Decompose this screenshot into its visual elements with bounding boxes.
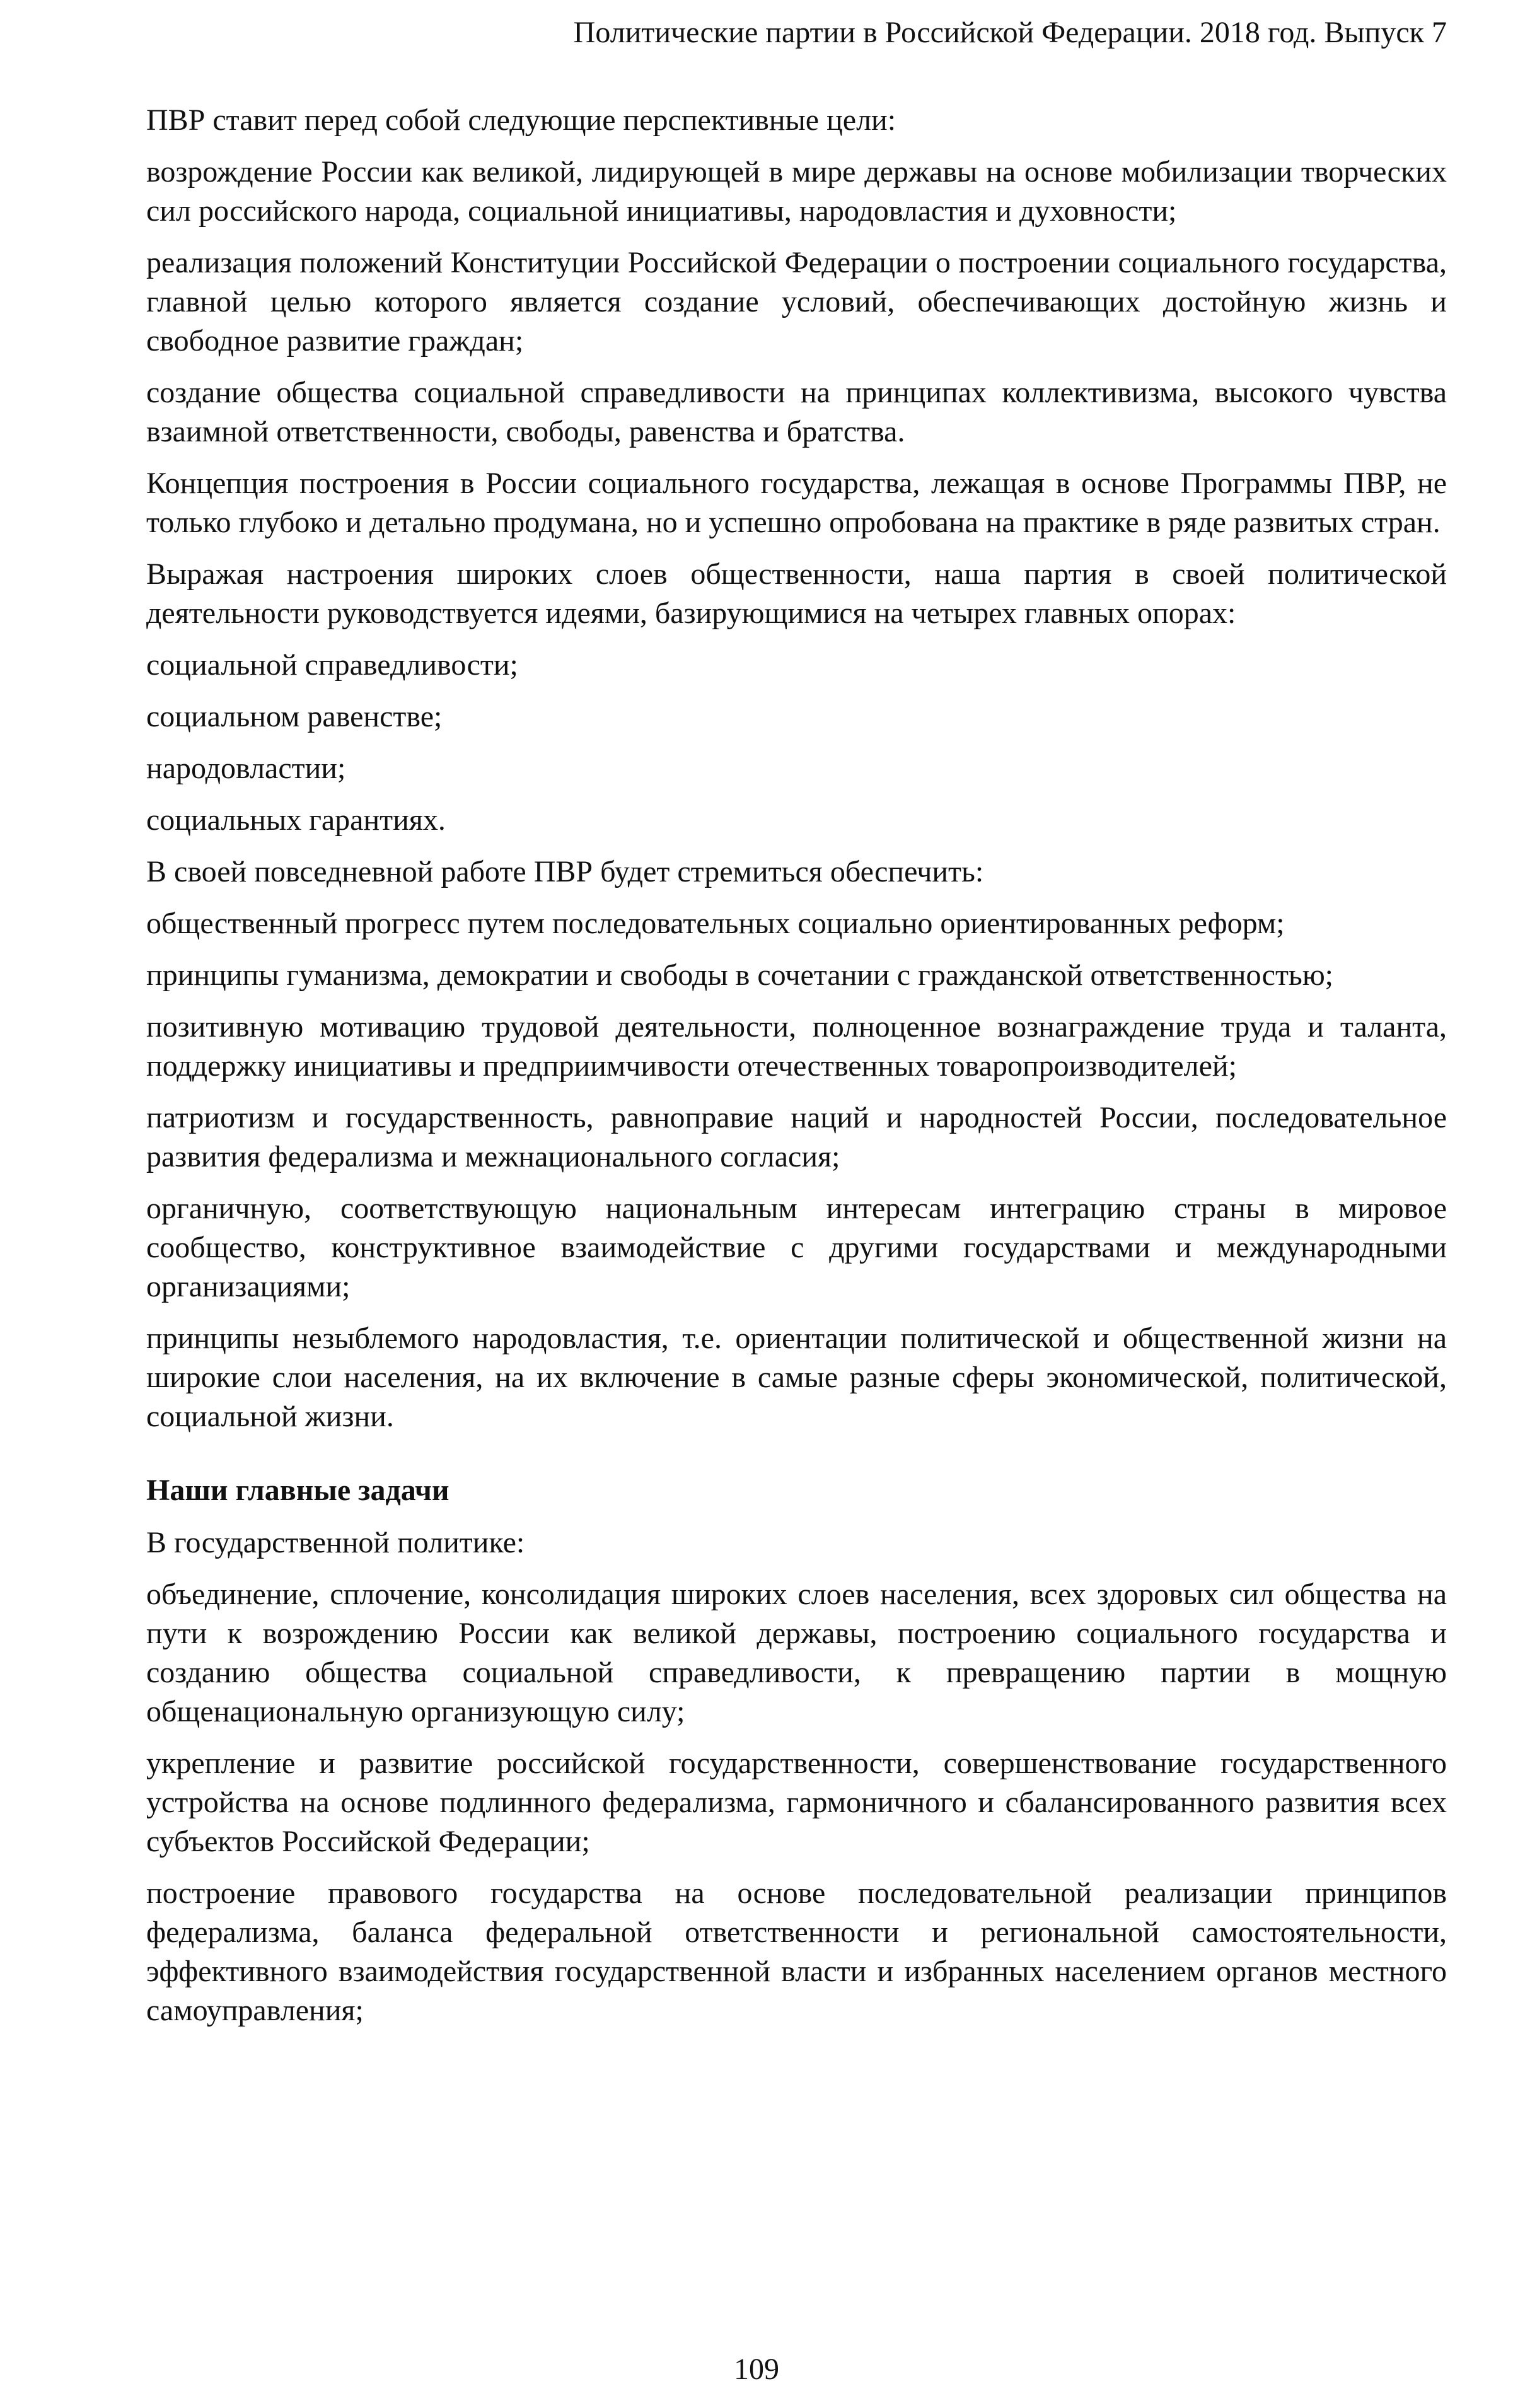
goal-item: возрождение России как великой, лидирующей в мире державы на основе мобилизации творческих сил российского народа, социальной инициативы, народовластия и духовности;: [146, 155, 1447, 228]
task-item: укрепление и развитие российской государственности, совершенствование государственного устройства на основе подлинного федерализма, гармоничного и сбалансированного развития всех субъектов Российской Федерации;: [146, 1747, 1447, 1858]
work-item: принципы незыблемого народовластия, т.е. ориентации политической и общественной жизни на широкие слои населения, на их включение в самые разные сферы экономической, политической, социальной жизни.: [146, 1322, 1447, 1433]
work-item: позитивную мотивацию трудовой деятельности, полноценное вознаграждение труда и таланта, поддержку инициативы и предприимчивости отечественных товаропроизводителей;: [146, 1010, 1447, 1083]
work-item: общественный прогресс путем последовательных социально ориентированных реформ;: [146, 907, 1285, 940]
page-number: 109: [734, 2353, 779, 2386]
task-item: построение правового государства на основе последовательной реализации принципов федерализма, баланса федеральной ответственности и региональной самостоятельности, эффективного взаимодействия государственной власти и избранных населением органов местного самоуправления;: [146, 1876, 1447, 2027]
body-text: [146, 101, 1447, 2043]
work-item: принципы гуманизма, демократии и свободы в сочетании с гражданской ответственностью;: [146, 958, 1334, 992]
paragraph-pillars-intro: Выражая настроения широких слоев общественности, наша партия в своей политической деятельности руководствуется идеями, базирующимися на четырех главных опорах:: [146, 557, 1447, 630]
pillar-item: социальной справедливости;: [146, 648, 518, 682]
task-item: объединение, сплочение, консолидация широких слоев населения, всех здоровых сил общества на пути к возрождению России как великой державы, построению социального государства и созданию общества социальной справедливости, к превращению партии в мощную общенациональную организующую силу;: [146, 1578, 1447, 1728]
paragraph-daily-work-intro: В своей повседневной работе ПВР будет стремиться обеспечить:: [146, 855, 984, 888]
pillar-item: народовластии;: [146, 752, 346, 785]
paragraph-state-policy-intro: В государственной политике:: [146, 1526, 525, 1559]
pillar-item: социальных гарантиях.: [146, 803, 446, 837]
pillar-item: социальном равенстве;: [146, 700, 443, 733]
goal-item: создание общества социальной справедливости на принципах коллективизма, высокого чувства взаимной ответственности, свободы, равенства и братства.: [146, 376, 1447, 448]
paragraph-concept: Концепция построения в России социального государства, лежащая в основе Программы ПВР, не только глубоко и детально продумана, но и успешно опробована на практике в ряде развитых стран.: [146, 467, 1447, 539]
section-heading: Наши главные задачи: [146, 1474, 449, 1507]
work-item: патриотизм и государственность, равноправие наций и народностей России, последовательное развития федерализма и межнационального согласия;: [146, 1101, 1447, 1173]
paragraph-intro-goals: ПВР ставит перед собой следующие перспективные цели:: [146, 103, 896, 137]
goal-item: реализация положений Конституции Российской Федерации о построении социального государства, главной целью которого является создание условий, обеспечивающих достойную жизнь и свободное развитие граждан;: [146, 246, 1447, 358]
running-head: Политические партии в Российской Федерации. 2018 год. Выпуск 7: [573, 16, 1447, 49]
work-item: органичную, соответствующую национальным интересам интеграцию страны в мировое сообщество, конструктивное взаимодействие с другими государствами и международными организациями;: [146, 1192, 1447, 1303]
